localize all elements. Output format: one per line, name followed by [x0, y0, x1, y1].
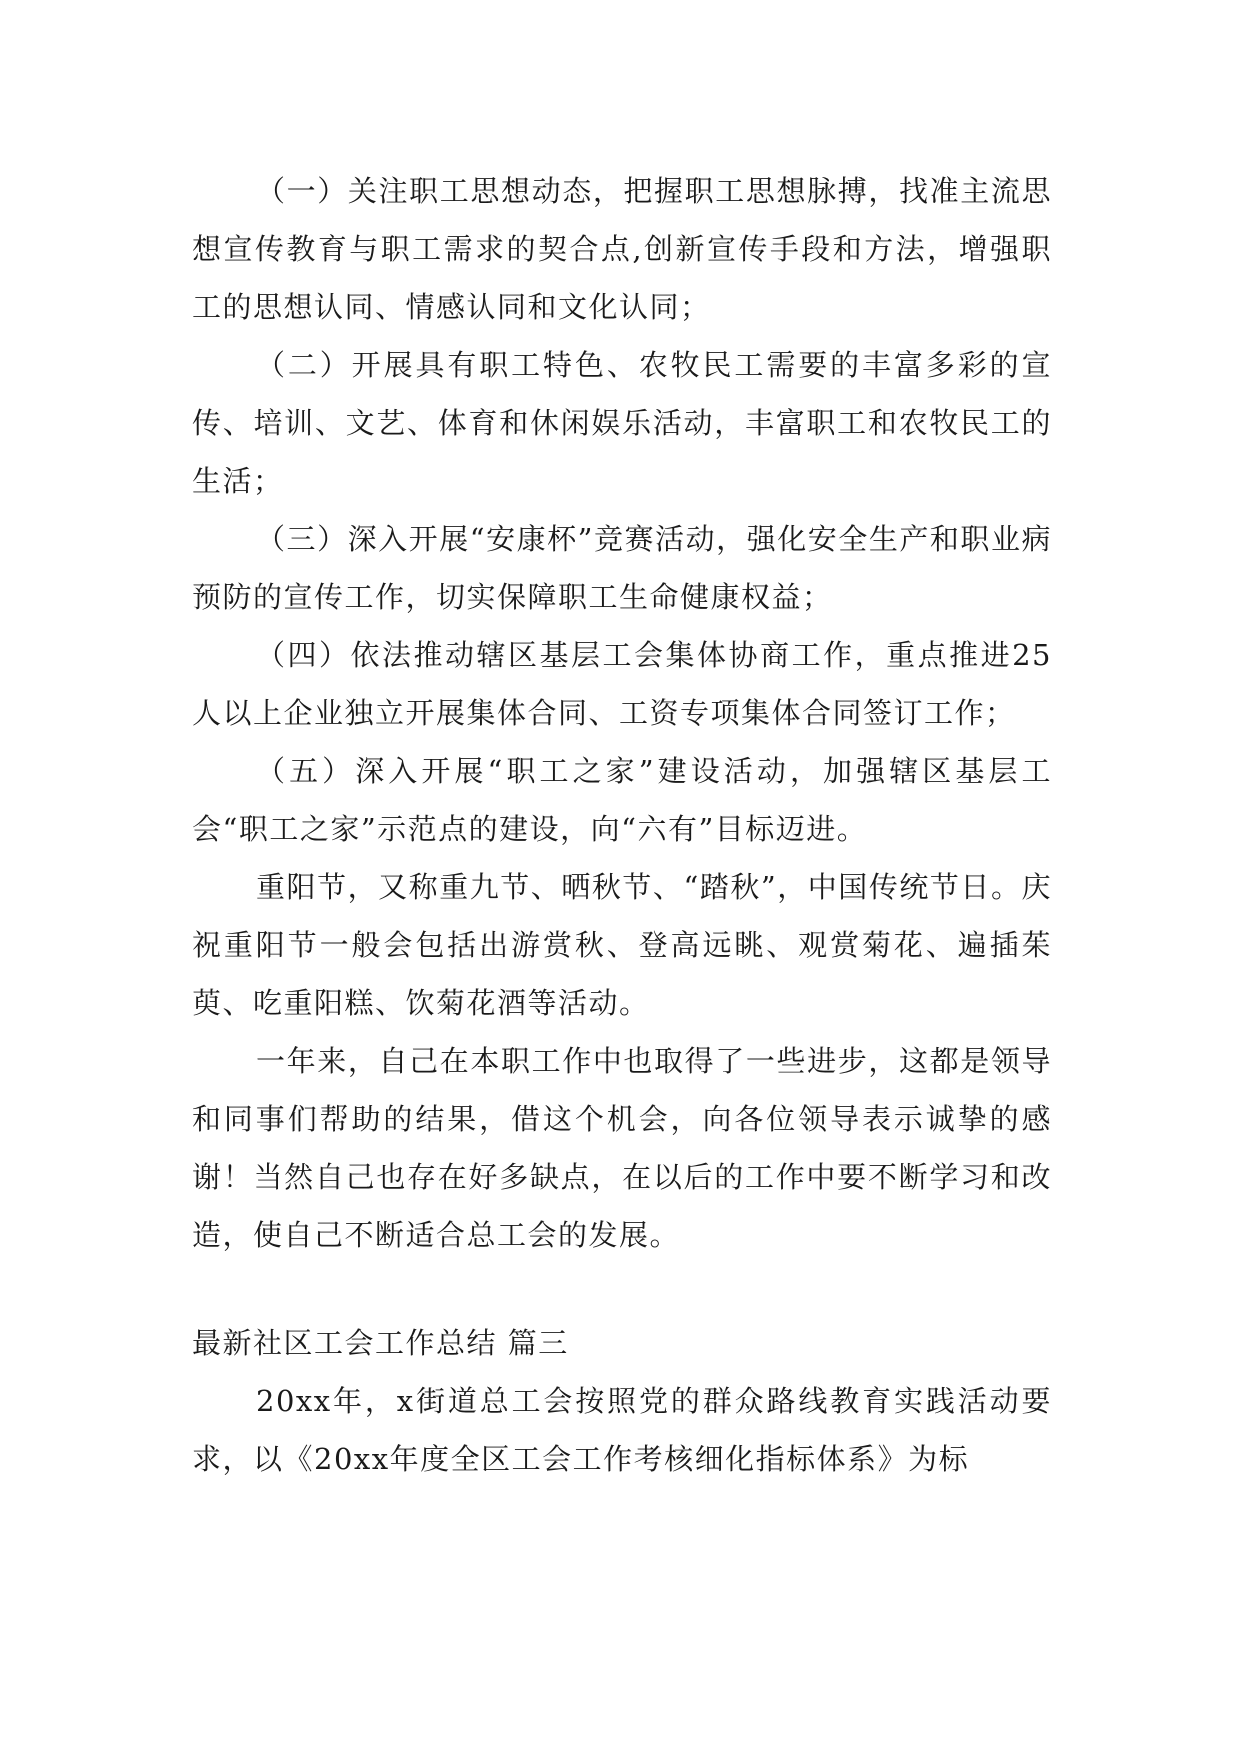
paragraph-year-review: 一年来，自己在本职工作中也取得了一些进步，这都是领导和同事们帮助的结果，借这个机会，向各位领导表示诚挚的感谢！当然自己也存在好多缺点，在以后的工作中要不断学习和改造，使自己不断适合总工会的发展。: [192, 1044, 1052, 1252]
paragraph-item-2: （二）开展具有职工特色、农牧民工需要的丰富多彩的宣传、培训、文艺、体育和休闲娱乐活动，丰富职工和农牧民工的生活；: [192, 348, 1052, 498]
paragraph-item-1: （一）关注职工思想动态，把握职工思想脉搏，找准主流思想宣传教育与职工需求的契合点,创新宣传手段和方法，增强职工的思想认同、情感认同和文化认同；: [192, 174, 1052, 324]
paragraph-item-5: （五）深入开展“职工之家”建设活动，加强辖区基层工会“职工之家”示范点的建设，向“六有”目标迈进。: [192, 754, 1052, 846]
document-body: [192, 162, 1052, 1488]
section-heading: 最新社区工会工作总结 篇三: [192, 1326, 569, 1360]
paragraph-chongyang: 重阳节，又称重九节、晒秋节、“踏秋”，中国传统节日。庆祝重阳节一般会包括出游赏秋、登高远眺、观赏菊花、遍插茱萸、吃重阳糕、饮菊花酒等活动。: [192, 870, 1052, 1020]
paragraph-item-4: （四）依法推动辖区基层工会集体协商工作，重点推进25人以上企业独立开展集体合同、工资专项集体合同签订工作；: [192, 638, 1052, 730]
paragraph-item-3: （三）深入开展“安康杯”竞赛活动，强化安全生产和职业病预防的宣传工作，切实保障职工生命健康权益；: [192, 522, 1052, 614]
paragraph-section-three: 20xx年，x街道总工会按照党的群众路线教育实践活动要求，以《20xx年度全区工会工作考核细化指标体系》为标: [192, 1384, 1052, 1476]
